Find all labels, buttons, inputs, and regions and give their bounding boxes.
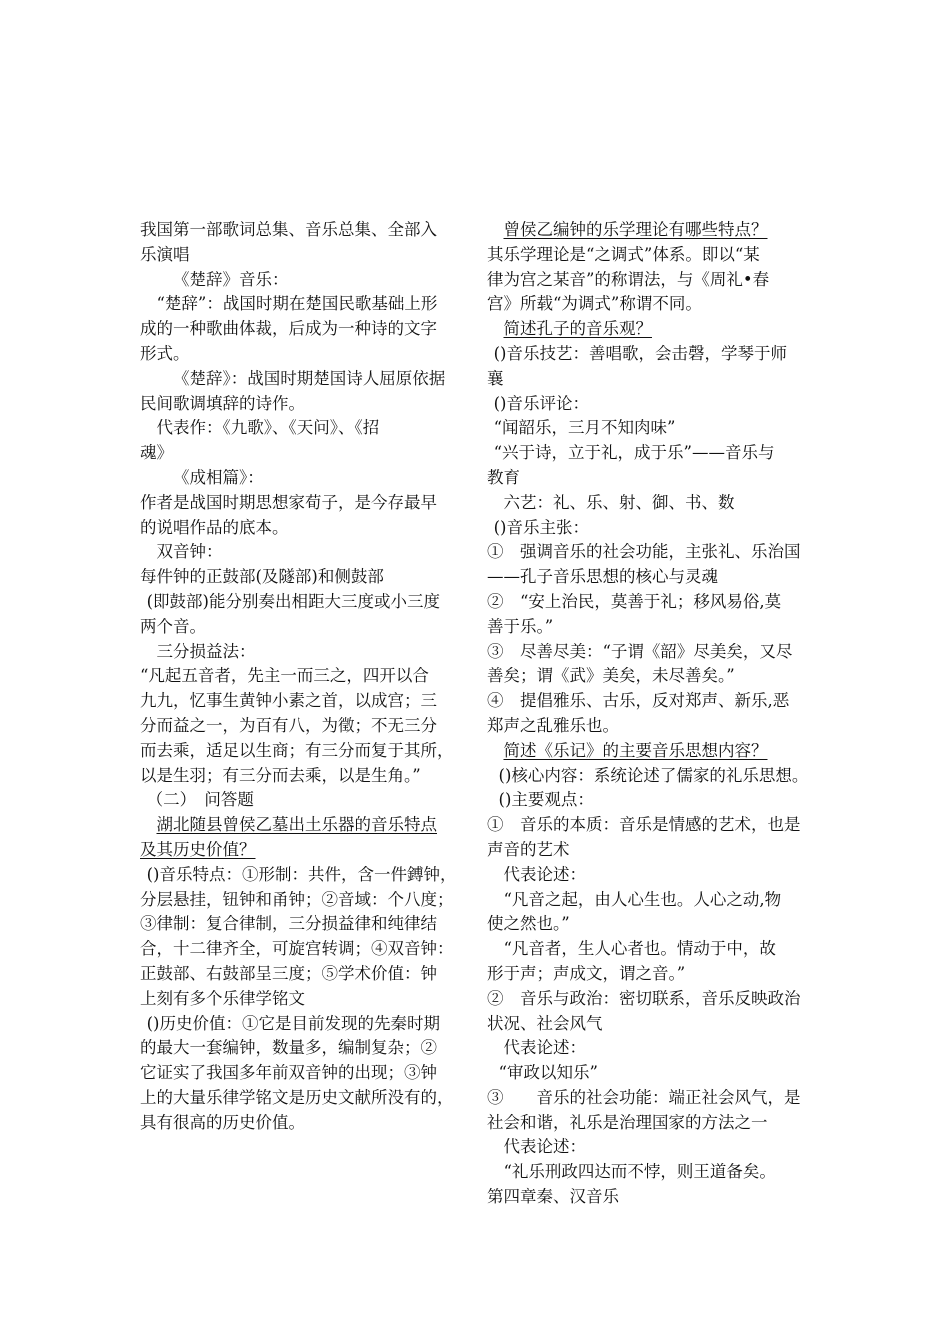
right-column-line: ()音乐评论： [493, 393, 589, 413]
right-column-line: “闻韶乐，三月不知肉味” [493, 418, 676, 438]
left-column-line: 《楚辞》音乐： [173, 269, 289, 289]
right-column-line: ()主要观点： [498, 790, 594, 810]
left-column-line: 作者是战国时期思想家荀子，是今存最早 [140, 492, 437, 512]
right-column-line: “礼乐刑政四达而不悖，则王道备矣。 [503, 1162, 776, 1182]
right-column-line: “凡音者，生人心者也。情动于中，故 [503, 939, 776, 959]
right-column-line: ② “安上治民，莫善于礼；移风易俗,莫 [487, 591, 782, 611]
left-column-line: 以是生羽；有三分而去乘，以是生角。” [140, 765, 421, 785]
right-column-line: ① 强调音乐的社会功能，主张礼、乐治国 [487, 542, 801, 562]
left-column-line: ()历史价值：①它是目前发现的先秦时期 [146, 1013, 440, 1033]
right-column-line: 第四章秦、汉音乐 [487, 1187, 619, 1207]
right-column-line: “兴于诗，立于礼，成于乐”——音乐与 [493, 443, 775, 463]
right-column-line: “审政以知乐” [498, 1063, 598, 1083]
left-column-line: “凡起五音者，先主一而三之，四开以合 [140, 666, 429, 686]
right-column-line: ③ 尽善尽美：“子谓《韶》尽美矣，又尽 [487, 641, 793, 661]
left-column-line: (即鼓部)能分别奏出相距大三度或小三度 [146, 591, 440, 611]
right-column-line: 代表论述： [503, 1038, 586, 1058]
right-column-line: 善于乐。” [487, 616, 554, 636]
left-column-line: 三分损益法： [156, 641, 256, 661]
left-column-line: ()音乐特点：①形制：共件，含一件鎛钟， [146, 864, 457, 884]
left-column-line: 及其历史价值？ [140, 839, 256, 859]
left-column-line: 乐演唱 [140, 244, 190, 264]
right-column-line: ④ 提倡雅乐、古乐，反对郑声、新乐,恶 [487, 691, 790, 711]
left-column-line: 九九，忆事生黄钟小素之首，以成宫；三 [140, 691, 437, 711]
left-column-line: 代表作：《九歌》、《天问》、《招 [156, 418, 380, 438]
left-column-line: 魂》 [140, 443, 173, 463]
left-column-line: “楚辞”：战国时期在楚国民歌基础上形 [156, 294, 438, 314]
right-column-line: 善矣；谓《武》美矣，未尽善矣。” [487, 666, 735, 686]
right-column-line: 教育 [487, 467, 520, 487]
left-column-line: 分层悬挂，钮钟和甬钟；②音域：个八度； [140, 889, 454, 909]
left-column-line: 正鼓部、右鼓部呈三度；⑤学术价值：钟 [140, 963, 437, 983]
right-column-line: 声音的艺术 [487, 839, 570, 859]
right-column-line: “凡音之起，由人心生也。人心之动,物 [503, 889, 782, 909]
right-column-line: 使之然也。” [487, 914, 570, 934]
left-column-line: 两个音。 [140, 616, 206, 636]
left-column-line: 双音钟： [156, 542, 223, 562]
right-column-line: 状况、社会风气 [487, 1013, 603, 1033]
left-column-line: 而去乘，适足以生商；有三分而复于其所， [140, 740, 454, 760]
left-column-line: 合，十二律齐全，可旋宫转调；④双音钟： [140, 939, 454, 959]
right-column-line: 简述《乐记》的主要音乐思想内容？ [503, 740, 768, 760]
right-column-line: ① 音乐的本质：音乐是情感的艺术，也是 [487, 815, 801, 835]
right-column-line: 代表论述： [503, 864, 586, 884]
left-column-line: ③律制：复合律制，三分损益律和纯律结 [140, 914, 437, 934]
right-column-line: ()音乐技艺：善唱歌，会击磬，学琴于师 [493, 343, 787, 363]
right-column-line: 其乐学理论是“之调式”体系。即以“某 [487, 244, 760, 264]
right-column-line: ③ 音乐的社会功能：端正社会风气，是 [487, 1087, 801, 1107]
right-column-line: ()音乐主张： [493, 517, 589, 537]
left-column-line: 民间歌调填辞的诗作。 [140, 393, 305, 413]
left-column-line: 它证实了我国多年前双音钟的出现；③钟 [140, 1063, 437, 1083]
left-column-line: 《成相篇》： [173, 467, 264, 487]
right-column-line: 形于声；声成文，谓之音。” [487, 963, 686, 983]
right-column-line: 代表论述： [503, 1137, 586, 1157]
left-column-line: 的最大一套编钟，数量多，编制复杂；② [140, 1038, 437, 1058]
left-column-line: 上的大量乐律学铭文是历史文献所没有的， [140, 1087, 454, 1107]
right-column-line: ——孔子音乐思想的核心与灵魂 [487, 567, 718, 587]
left-column-line: （二） 问答题 [146, 790, 254, 810]
left-column-line: 的说唱作品的底本。 [140, 517, 289, 537]
right-column-line: 六艺：礼、乐、射、御、书、数 [503, 492, 735, 512]
left-column-line: 具有很高的历史价值。 [140, 1112, 305, 1132]
right-column-line: 律为宫之某音”的称谓法，与《周礼•春 [487, 269, 770, 289]
right-column-line: 社会和谐，礼乐是治理国家的方法之一 [487, 1112, 768, 1132]
left-column-line: 上刻有多个乐律学铭文 [140, 988, 305, 1008]
left-column-line: 每件钟的正鼓部(及隧部)和侧鼓部 [140, 567, 384, 587]
right-column-line: 曾侯乙编钟的乐学理论有哪些特点？ [503, 220, 768, 239]
left-column-line: 成的一种歌曲体裁，后成为一种诗的文字 [140, 319, 437, 339]
right-column-line: 简述孔子的音乐观？ [503, 319, 652, 339]
right-column-line: 宫》所载“为调式”称谓不同。 [487, 294, 702, 314]
right-column-line: 襄 [487, 368, 504, 388]
right-column-line: 郑声之乱雅乐也。 [487, 715, 619, 735]
right-column-line: ② 音乐与政治：密切联系，音乐反映政治 [487, 988, 801, 1008]
left-column-line: 形式。 [140, 343, 190, 363]
left-column-line: 我国第一部歌词总集、音乐总集、全部入 [140, 220, 437, 239]
right-text-column [487, 218, 817, 1210]
left-column-line: 湖北随县曾侯乙墓出土乐器的音乐特点 [156, 815, 437, 835]
left-text-column [140, 218, 470, 1135]
right-column-line: ()核心内容：系统论述了儒家的礼乐思想。 [498, 765, 809, 785]
left-column-line: 《楚辞》：战国时期楚国诗人屈原依据 [173, 368, 446, 388]
left-column-line: 分而益之一，为百有八，为徵；不无三分 [140, 715, 437, 735]
